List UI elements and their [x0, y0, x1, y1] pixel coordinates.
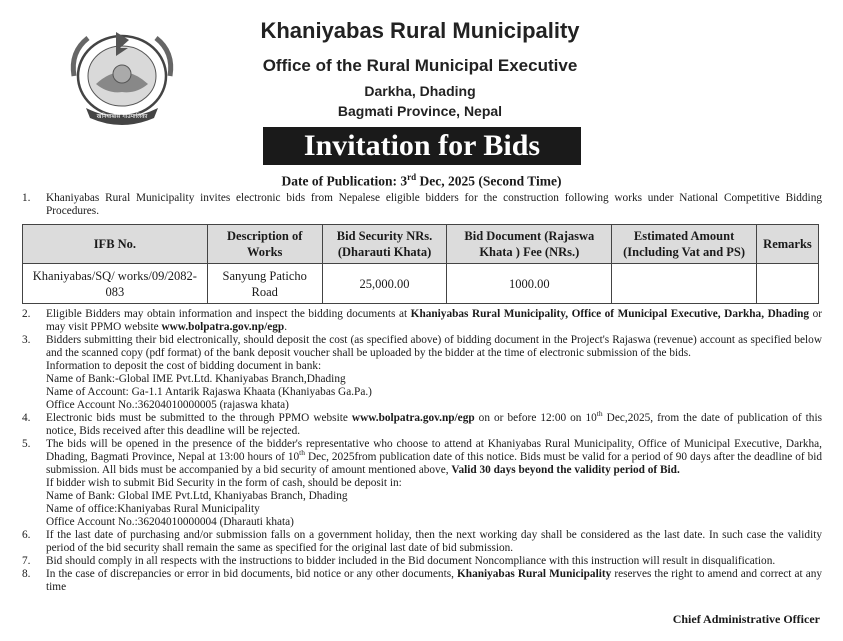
list-item: 2. Eligible Bidders may obtain information and inspect the bidding documents at Khaniyabas Rural Municipality, Office of Municipal Executive, Darkha, Dhading or may visit PPMO website www.bolpatra.gov.np/egp. [22, 308, 822, 333]
notice-title: Invitation for Bids [263, 127, 581, 165]
list-item: 4. Electronic bids must be submitted to the through PPMO website www.bolpatra.gov.np/egp on or before 12:00 on 10th Dec,2025, from the date of publication of this notice, Bids received after this deadline will be rejected. [22, 409, 822, 437]
cell-remarks [756, 264, 818, 304]
ppmo-link[interactable]: www.bolpatra.gov.np/egp [351, 412, 475, 424]
col-description: Description of Works [207, 225, 322, 264]
cell-bid-security: 25,000.00 [322, 264, 447, 304]
municipality-name: Khaniyabas Rural Municipality [260, 18, 580, 43]
cell-bid-document-fee: 1000.00 [447, 264, 612, 304]
signature: Chief Administrative Officer [672, 612, 820, 626]
notice-header [0, 0, 843, 190]
cell-estimated-amount [612, 264, 757, 304]
list-item: 7. Bid should comply in all respects with the instructions to bidder included in the Bid document Noncompliance with this instruction will result in disqualification. [22, 555, 776, 567]
table-header-row [23, 225, 819, 264]
cell-ifb-no: Khaniyabas/SQ/ works/09/2082-083 [23, 264, 208, 304]
list-item: 6. If the last date of purchasing and/or submission falls on a government holiday, then the next working day shall be considered as the last date. In such case the validity period of the bid security shall remain the same as specified for the original last date of bid submission. [22, 529, 822, 554]
ifb-table [22, 224, 819, 304]
province: Bagmati Province, Nepal [337, 103, 503, 119]
publication-date: Date of Publication: 3rd Dec, 2025 (Second Time) [281, 172, 562, 189]
col-bid-security: Bid Security NRs. (Dharauti Khata) [322, 225, 447, 264]
office-name: Office of the Rural Municipal Executive [262, 56, 578, 75]
col-bid-document-fee: Bid Document (Rajaswa Khata ) Fee (NRs.) [447, 225, 612, 264]
list-item: 1. Khaniyabas Rural Municipality invites electronic bids from Nepalese eligible bidders for the construction following works under National Competitive Bidding Procedures. [22, 192, 822, 217]
col-estimated-amount: Estimated Amount (Including Vat and PS) [612, 225, 757, 264]
list-item: 5. The bids will be opened in the presence of the bidder's representative who choose to attend at Khaniyabas Rural Municipality, Office of Municipal Executive, Darkha, Dhading, Bagmati Province, Nepal at 13:00 hours of 10th Dec, 2025from publication date of this notice. Bids must be valid for a period of 90 days after the deadline of bid submission. All bids must be accompanied by a bid security of amount mentioned above, Valid 30 days beyond the validity period of Bid. If bidder wish to submit Bid Security in the form of cash, should be deposit in: Name of Bank: Global IME Pvt.Ltd, Khaniyabas Branch, Dhading Name of office:Khaniyabas Rural Municipality Office Account No.:36204010000004 (Dharauti khata) [22, 438, 823, 528]
col-ifb-no: IFB No. [23, 225, 208, 264]
cell-description: Sanyung Paticho Road [207, 264, 322, 304]
list-item: 8. In the case of discrepancies or error in bid documents, bid notice or any other documents, Khaniyabas Rural Municipality reserves the right to amend and correct at any time [22, 568, 823, 593]
emblem-caption: खनियाबास गाउँपालिका [96, 113, 148, 120]
ppmo-link[interactable]: www.bolpatra.gov.np/egp [161, 321, 285, 333]
col-remarks: Remarks [756, 225, 818, 264]
list-item: 3. Bidders submitting their bid electronically, should deposit the cost (as specified above) of bidding document in the Project's Rajaswa (revenue) account as specified below and the scanned copy (pdf format) of the bank deposit voucher shall be uploaded by the bidder at the time of electronic submission of the bids. Information to deposit the cost of bidding document in bank: Name of Bank:-Global IME Pvt.Ltd. Khaniyabas Branch,Dhading Name of Account: Ga-1.1 Antarik Rajaswa Khaata (Khaniyabas Ga.Pa.) Office Account No.:36204010000005 (rajaswa khata) [22, 334, 822, 411]
table-row [23, 264, 819, 304]
notice-body [22, 192, 822, 594]
location: Darkha, Dhading [364, 83, 476, 99]
